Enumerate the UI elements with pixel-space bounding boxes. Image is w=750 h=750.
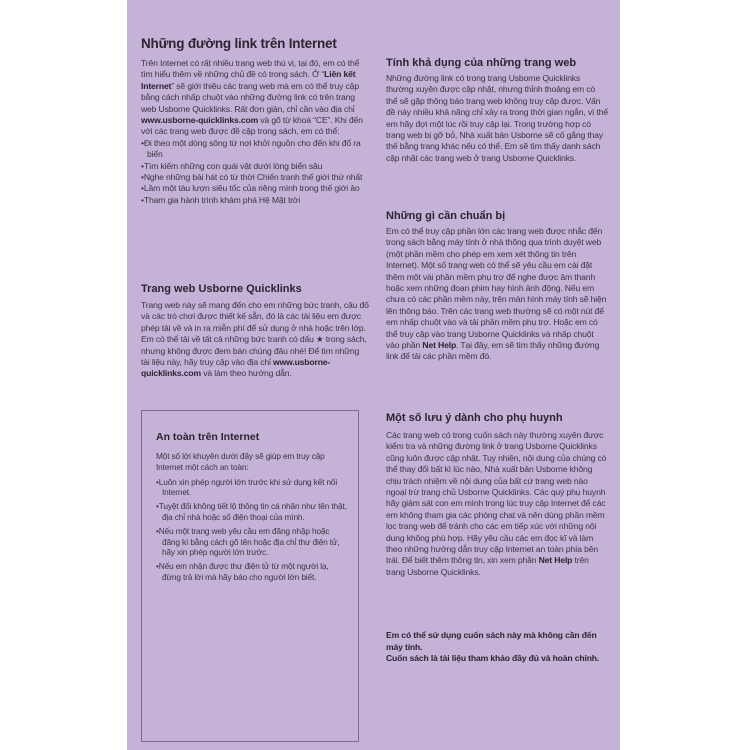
list-item: • Nếu một trang web yêu cầu em đăng nhập hoặc đăng kí bằng cách gõ tên hoặc địa chỉ thư điện tử, hãy xin phép người lớn trước. bbox=[156, 526, 348, 558]
closing-note: Em có thể sử dụng cuốn sách này mà không cần đến máy tính. Cuốn sách là tài liệu tham khảo đầy đủ và hoàn chỉnh. bbox=[386, 630, 600, 664]
list-item: • Đi theo một dòng sông từ nơi khởi nguồn cho đến khi đổ ra biển bbox=[141, 138, 369, 161]
book-page bbox=[127, 0, 620, 750]
parents-text: Các trang web có trong cuốn sách này thường xuyên được kiểm tra và những đường link ở trang Usborne Quicklinks cũng luôn được cập nhật. Tuy nhiên, nội dung của chúng có thể thay đổi bất kì lúc nào, Nhà xuất bản Usborne không chịu trách nhiệm về nội dung của bất cứ trang web nào ngoại trừ trang chủ Usborne Quicklinks. Các quý phụ huynh hãy giám sát con em mình trong lúc truy cập Internet để các em không tham gia các phòng chat và nên dùng phần mềm lọc trang web để tránh cho các em tiếp xúc với những nội dung không phù hợp. Hãy yêu cầu các em đọc kĩ và làm theo những hướng dẫn truy cập Internet an toàn phía bên trái. Để biết thêm thông tin, xin xem phần Net Help trên trang Usborne Quicklinks. bbox=[386, 430, 607, 577]
safety-box bbox=[141, 410, 359, 742]
quicklinks-text: Trang web này sẽ mang đến cho em những bức tranh, câu đố và các trò chơi được thiết kế sẵn, đó là các tài liệu em được phép tải về và in ra miễn phí để sử dụng ở nhà hoặc trên lớp. Em có thể tải về tất cả những bức tranh có dấu ★ trong sách, nhưng không được đem bán chúng đâu nhé! Để tìm những tài liệu này, hãy truy cập vào địa chỉ www.usborne-quicklinks.com và làm theo hướng dẫn. bbox=[141, 300, 369, 379]
availability-heading: Tính khả dụng của những trang web bbox=[386, 57, 577, 69]
preparation-text: Em có thể truy cập phần lớn các trang web được nhắc đến trong sách bằng máy tính ở nhà thông qua trình duyệt web (một phần mềm cho phép em xem xét thông tin trên Internet). Một số trang web có thể sẽ yêu cầu em cài đặt thêm một vài phần mềm phụ trợ để nghe được âm thanh hoặc xem những đoạn phim hay hình ảnh động. Nếu em chưa có các phần mềm này, trên màn hình máy tính sẽ hiện lên thông báo. Trên các trang web thường sẽ có một nút để em nhấp chuột vào và tải phần mềm phụ trợ. Hoặc em có thể truy cập vào trang Usborne Quicklinks và nhấp chuột vào phần Net Help. Tại đây, em sẽ tìm thấy những đường link để tải các phần mềm đó. bbox=[386, 226, 607, 362]
safety-text: Một số lời khuyên dưới đây sẽ giúp em truy cập Internet một cách an toàn: • Luôn xin phép người lớn trước khi sử dụng kết nối Internet. • Tuyệt đối không tiết lộ thông tin cá nhân như tên thật, địa chỉ nhà hoặc số điện thoại của mình. • Nếu một trang web yêu cầu em đăng nhập hoặc đăng kí bằng cách gõ tên hoặc địa chỉ thư điện tử, hãy xin phép người lớn trước. • Nếu em nhận được thư điện tử từ một người lạ, đừng trả lời mà hãy báo cho người lớn biết. bbox=[156, 451, 348, 586]
page-title: Những đường link trên Internet bbox=[141, 36, 337, 51]
safety-heading: An toàn trên Internet bbox=[156, 431, 260, 443]
list-item: • Tìm kiếm những con quái vật dưới lòng biển sâu bbox=[141, 161, 369, 172]
list-item: • Nghe những bài hát có từ thời Chiến tranh thế giới thứ nhất bbox=[141, 172, 369, 183]
availability-text: Những đường link có trong trang Usborne Quicklinks thường xuyên được cập nhật, nhưng thỉnh thoảng em có thể sẽ gặp thông báo trang web không truy cập được. Vấn đề này nhiều khả năng chỉ xảy ra trong thời gian ngắn, vì thế em hãy đợi một lúc rồi truy cập lại. Trong trường hợp có trang web bị gỡ bỏ, Nhà xuất bản Usborne sẽ cố gắng thay thế bằng trang khác nếu có thể. Em sẽ tìm thấy danh sách cập nhật các trang web ở trang Usborne Quicklinks. bbox=[386, 73, 608, 163]
list-item: • Nếu em nhận được thư điện tử từ một người lạ, đừng trả lời mà hãy báo cho người lớn biết. bbox=[156, 561, 348, 583]
preparation-heading: Những gì cần chuẩn bị bbox=[386, 210, 506, 222]
quicklinks-heading: Trang web Usborne Quicklinks bbox=[141, 283, 302, 295]
list-item: • Luôn xin phép người lớn trước khi sử dụng kết nối Internet. bbox=[156, 477, 348, 499]
intro-text: Trên Internet có rất nhiều trang web thú vị, tại đó, em có thể tìm hiểu thêm về những chủ đề có trong sách. Ở “Liên kết Internet” sẽ giới thiệu các trang web mà em có thể truy cập bằng cách nhấp chuột vào những đường link có trên trang web Usborne Quicklinks. Rất đơn giản, chỉ cần vào địa chỉ www.usborne-quicklinks.com và gõ từ khoá “CE”. Khi đến với các trang web được đề cập trong sách, em có thể: • Đi theo một dòng sông từ nơi khởi nguồn cho đến khi đổ ra biển • Tìm kiếm những con quái vật dưới lòng biển sâu • Nghe những bài hát có từ thời Chiến tranh thế giới thứ nhất • Lầm một tàu lượn siêu tốc của riêng mình trong thế giới ảo • Tham gia hành trình khám phá Hệ Mặt trời bbox=[141, 58, 369, 206]
list-item: • Lầm một tàu lượn siêu tốc của riêng mình trong thế giới ảo bbox=[141, 183, 369, 194]
parents-heading: Một số lưu ý dành cho phụ huynh bbox=[386, 412, 563, 424]
safety-bullet-list bbox=[156, 477, 348, 583]
list-item: • Tham gia hành trình khám phá Hệ Mặt trời bbox=[141, 195, 369, 206]
list-item: • Tuyệt đối không tiết lộ thông tin cá nhân như tên thật, địa chỉ nhà hoặc số điện thoại của mình. bbox=[156, 501, 348, 523]
intro-bullet-list bbox=[141, 138, 369, 206]
